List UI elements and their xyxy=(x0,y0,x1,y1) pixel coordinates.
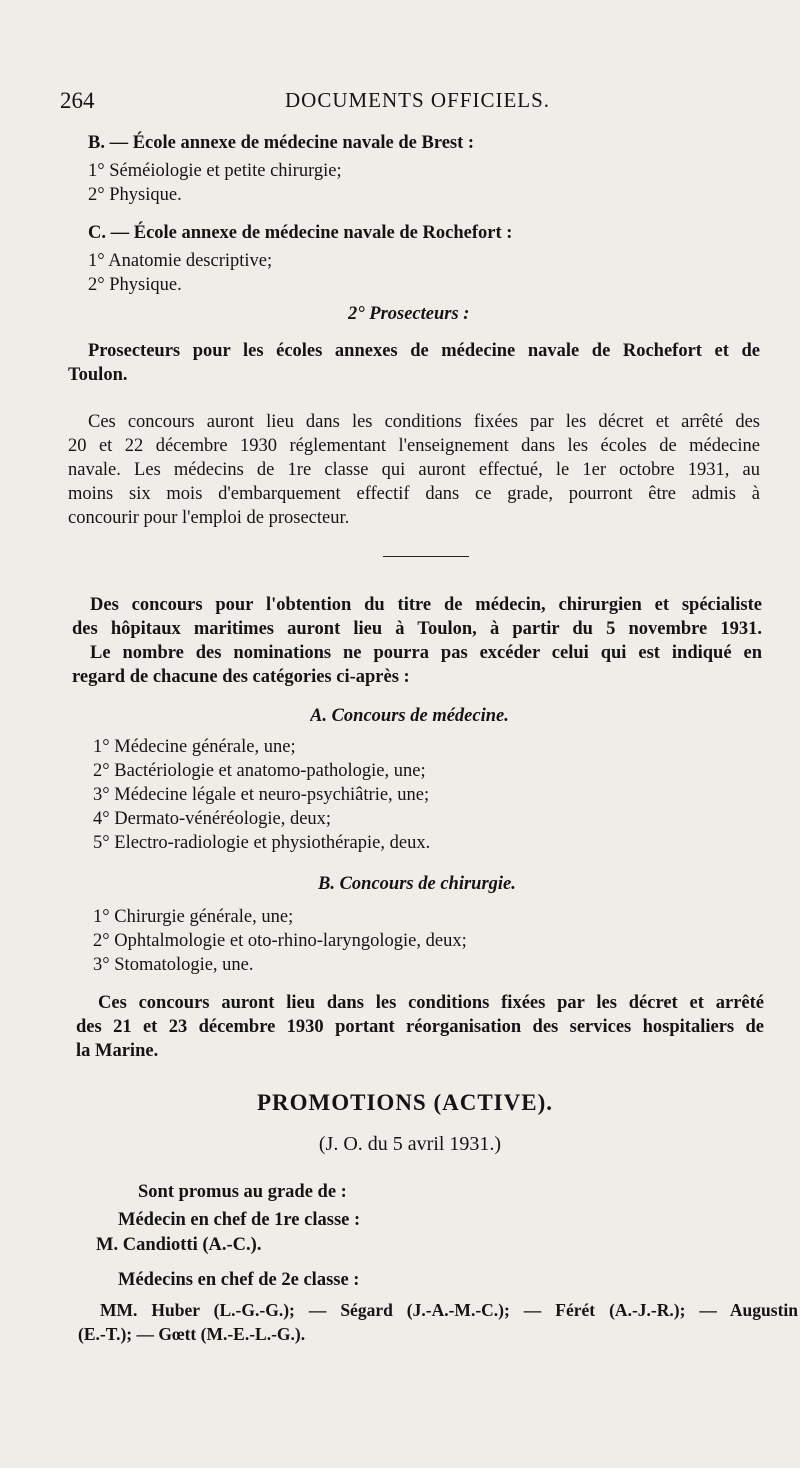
section-divider xyxy=(383,556,469,557)
concours-medecine-list xyxy=(93,735,740,855)
page-number: 264 xyxy=(60,88,95,113)
concours-medecine-heading: A. Concours de médecine. xyxy=(310,706,509,726)
hopitaux-paragraph: Des concours pour l'obtention du titre de médecin, chirurgien et spécialiste des hôpitaux maritimes auront lieu à Toulon, à partir du 5 novembre 1931. Le nombre des nominations ne pourra pas excéder celui qui est indiqué en regard de chacune des catégories ci-après : xyxy=(72,595,762,687)
conditions-paragraph-1: Ces concours auront lieu dans les conditions fixées par les décret et arrêté des 20 et 22 décembre 1930 réglementant l'enseignement dans les écoles de médecine navale. Les médecins de 1re classe qui auront effectué, le 1er octobre 1931, au moins six mois d'embarquement effectif dans ce grade, pourront être admis à concourir pour l'emploi de prosecteur. xyxy=(68,412,760,528)
promotions-intro: Sont promus au grade de : xyxy=(138,1182,347,1202)
list-item: 2° Ophtalmologie et oto-rhino-laryngologie, deux; xyxy=(93,931,467,951)
list-item: 1° Médecine générale, une; xyxy=(93,737,296,757)
promotions-title: PROMOTIONS (ACTIVE). xyxy=(256,1090,553,1115)
running-title: DOCUMENTS OFFICIELS. xyxy=(285,88,551,112)
list-item: 2° Physique. xyxy=(88,185,182,205)
grade-1-person: M. Candiotti (A.-C.). xyxy=(96,1235,262,1255)
list-item: 3° Stomatologie, une. xyxy=(93,955,254,975)
school-b-heading: B. — École annexe de médecine navale de Brest : xyxy=(88,133,475,153)
page-header xyxy=(60,82,740,122)
grade-1-heading: Médecin en chef de 1re classe : xyxy=(118,1210,361,1230)
grade-2-heading: Médecins en chef de 2e classe : xyxy=(118,1270,360,1290)
list-item: 2° Bactériologie et anatomo-pathologie, une; xyxy=(93,761,426,781)
school-c-heading: C. — École annexe de médecine navale de Rochefort : xyxy=(88,223,513,243)
promotions-source: (J. O. du 5 avril 1931.) xyxy=(318,1133,502,1155)
prosecteurs-text: Prosecteurs pour les écoles annexes de médecine navale de Rochefort et de Toulon. xyxy=(68,341,760,385)
list-item: 1° Chirurgie générale, une; xyxy=(93,907,294,927)
conditions-paragraph-2: Ces concours auront lieu dans les conditions fixées par les décret et arrêté des 21 et 23 décembre 1930 portant réorganisation des services hospitaliers de la Marine. xyxy=(76,993,764,1061)
list-item: 1° Anatomie descriptive; xyxy=(88,251,273,271)
prosecteurs-heading: 2° Prosecteurs : xyxy=(348,304,470,324)
list-item: 5° Electro-radiologie et physiothérapie, deux. xyxy=(93,833,431,853)
list-item: 4° Dermato-vénéréologie, deux; xyxy=(93,809,332,829)
list-item: 2° Physique. xyxy=(88,275,182,295)
list-item: 1° Séméiologie et petite chirurgie; xyxy=(88,161,342,181)
concours-chirurgie-list xyxy=(93,905,740,977)
concours-chirurgie-heading: B. Concours de chirurgie. xyxy=(318,874,516,894)
school-c-section xyxy=(88,221,740,297)
grade-2-persons: MM. Huber (L.-G.-G.); — Ségard (J.-A.-M.-C.); — Férét (A.-J.-R.); — Augustin (E.-T.); — Gœtt (M.-E.-L.-G.). xyxy=(78,1300,798,1344)
school-b-section xyxy=(88,131,740,207)
list-item: 3° Médecine légale et neuro-psychiâtrie, une; xyxy=(93,785,430,805)
